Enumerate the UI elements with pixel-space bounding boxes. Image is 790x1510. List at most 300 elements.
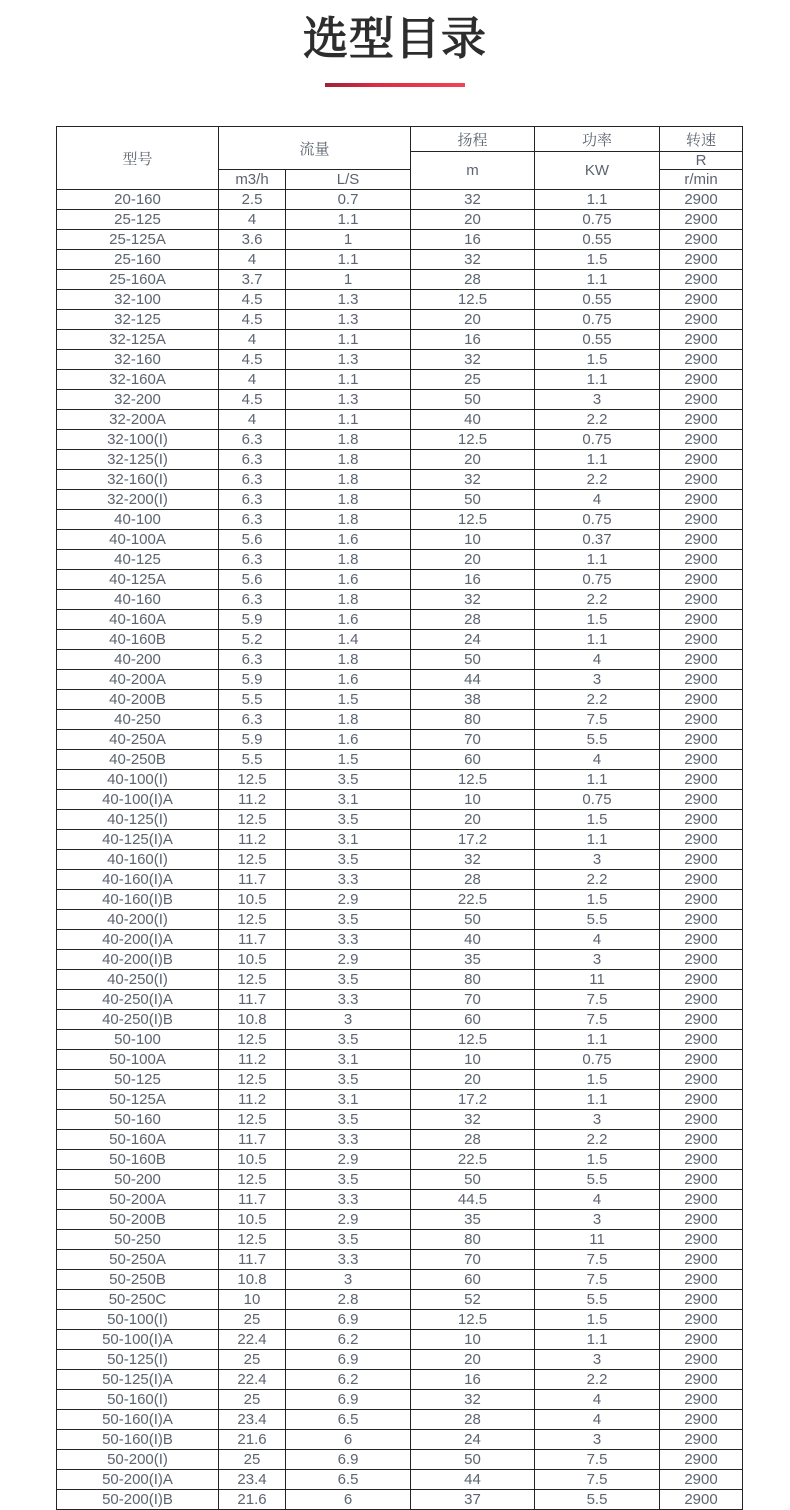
table-cell: 12.5 (411, 510, 535, 530)
table-row (57, 1490, 743, 1510)
table-cell: 11.2 (219, 790, 286, 810)
table-cell: 32 (411, 590, 535, 610)
table-cell: 40 (411, 930, 535, 950)
table-cell: 6.3 (219, 590, 286, 610)
table-cell: 10 (411, 790, 535, 810)
table-cell: 1.8 (286, 650, 411, 670)
table-cell: 7.5 (535, 1010, 660, 1030)
table-cell: 40-200A (57, 670, 219, 690)
table-cell: 2900 (660, 1470, 743, 1490)
table-cell: 1.5 (286, 690, 411, 710)
table-cell: 7.5 (535, 710, 660, 730)
table-cell: 10.5 (219, 890, 286, 910)
table-cell: 2.2 (535, 1370, 660, 1390)
table-cell: 40-160(I)A (57, 870, 219, 890)
table-cell: 0.37 (535, 530, 660, 550)
table-cell: 32 (411, 850, 535, 870)
table-cell: 11.7 (219, 1250, 286, 1270)
table-row (57, 1010, 743, 1030)
table-row (57, 1350, 743, 1370)
table-cell: 4.5 (219, 310, 286, 330)
table-cell: 5.5 (535, 1290, 660, 1310)
table-cell: 40-160 (57, 590, 219, 610)
table-cell: 1.3 (286, 290, 411, 310)
table-cell: 1 (286, 230, 411, 250)
table-cell: 1.5 (535, 1070, 660, 1090)
table-cell: 2.8 (286, 1290, 411, 1310)
table-cell: 3 (535, 1350, 660, 1370)
table-cell: 3.1 (286, 1090, 411, 1110)
table-cell: 2900 (660, 290, 743, 310)
table-cell: 6 (286, 1490, 411, 1510)
table-cell: 25 (219, 1310, 286, 1330)
table-cell: 2.2 (535, 410, 660, 430)
table-cell: 2900 (660, 390, 743, 410)
table-cell: 1.1 (535, 770, 660, 790)
table-row (57, 1050, 743, 1070)
table-cell: 2900 (660, 750, 743, 770)
table-cell: 12.5 (219, 1230, 286, 1250)
table-cell: 6.5 (286, 1410, 411, 1430)
table-cell: 38 (411, 690, 535, 710)
table-cell: 40-100A (57, 530, 219, 550)
table-row (57, 1210, 743, 1230)
table-cell: 3.5 (286, 1170, 411, 1190)
table-cell: 6.2 (286, 1370, 411, 1390)
table-cell: 6.2 (286, 1330, 411, 1350)
table-cell: 20 (411, 810, 535, 830)
table-cell: 4 (219, 370, 286, 390)
table-cell: 2900 (660, 550, 743, 570)
table-row (57, 1230, 743, 1250)
table-row (57, 530, 743, 550)
table-cell: 3.7 (219, 270, 286, 290)
table-cell: 3.5 (286, 810, 411, 830)
table-cell: 25-160 (57, 250, 219, 270)
table-row (57, 490, 743, 510)
col-header-head-unit: m (411, 152, 535, 190)
table-cell: 3.3 (286, 990, 411, 1010)
table-cell: 2900 (660, 190, 743, 210)
table-cell: 11.2 (219, 1050, 286, 1070)
table-row (57, 910, 743, 930)
table-row (57, 610, 743, 630)
table-cell: 0.75 (535, 430, 660, 450)
table-cell: 11 (535, 970, 660, 990)
table-row (57, 650, 743, 670)
table-cell: 6.3 (219, 450, 286, 470)
table-cell: 6.3 (219, 510, 286, 530)
table-cell: 16 (411, 570, 535, 590)
table-cell: 1 (286, 270, 411, 290)
table-cell: 2900 (660, 1150, 743, 1170)
table-cell: 1.1 (535, 270, 660, 290)
table-cell: 3.3 (286, 930, 411, 950)
col-header-power-unit: KW (535, 152, 660, 190)
table-row (57, 190, 743, 210)
table-cell: 5.9 (219, 730, 286, 750)
table-cell: 3 (535, 390, 660, 410)
table-cell: 1.5 (286, 750, 411, 770)
table-cell: 1.5 (535, 890, 660, 910)
table-cell: 50 (411, 1450, 535, 1470)
table-cell: 2900 (660, 650, 743, 670)
table-cell: 4.5 (219, 350, 286, 370)
table-cell: 40-200(I) (57, 910, 219, 930)
table-cell: 2900 (660, 350, 743, 370)
table-cell: 12.5 (411, 1310, 535, 1330)
table-cell: 52 (411, 1290, 535, 1310)
table-cell: 6.5 (286, 1470, 411, 1490)
table-row (57, 1430, 743, 1450)
table-cell: 1.6 (286, 670, 411, 690)
table-cell: 2900 (660, 310, 743, 330)
table-cell: 4 (219, 330, 286, 350)
table-cell: 40-250(I)B (57, 1010, 219, 1030)
table-cell: 50-100(I)A (57, 1330, 219, 1350)
table-cell: 20-160 (57, 190, 219, 210)
table-cell: 1.1 (535, 1030, 660, 1050)
table-cell: 3.5 (286, 1070, 411, 1090)
table-cell: 2900 (660, 950, 743, 970)
table-cell: 5.5 (535, 1170, 660, 1190)
table-cell: 23.4 (219, 1470, 286, 1490)
table-row (57, 350, 743, 370)
table-cell: 10.8 (219, 1270, 286, 1290)
table-cell: 5.6 (219, 570, 286, 590)
table-row (57, 1030, 743, 1050)
table-cell: 1.8 (286, 590, 411, 610)
table-cell: 60 (411, 1270, 535, 1290)
table-cell: 3.3 (286, 1190, 411, 1210)
table-cell: 12.5 (219, 770, 286, 790)
table-cell: 2900 (660, 1210, 743, 1230)
table-cell: 1.1 (535, 550, 660, 570)
table-cell: 2900 (660, 1090, 743, 1110)
table-cell: 40-200(I)A (57, 930, 219, 950)
table-cell: 40-125(I)A (57, 830, 219, 850)
table-cell: 20 (411, 450, 535, 470)
table-row (57, 890, 743, 910)
table-cell: 7.5 (535, 1270, 660, 1290)
col-header-flow-m3h: m3/h (219, 170, 286, 190)
table-cell: 12.5 (411, 1030, 535, 1050)
col-header-flow: 流量 (219, 127, 411, 170)
table-cell: 25-125A (57, 230, 219, 250)
table-cell: 11.7 (219, 870, 286, 890)
table-cell: 0.55 (535, 290, 660, 310)
table-row (57, 710, 743, 730)
table-row (57, 270, 743, 290)
table-cell: 3 (535, 1210, 660, 1230)
table-cell: 5.9 (219, 670, 286, 690)
table-cell: 12.5 (219, 970, 286, 990)
table-row (57, 410, 743, 430)
table-cell: 2.2 (535, 590, 660, 610)
table-row (57, 430, 743, 450)
table-cell: 1.3 (286, 350, 411, 370)
table-row (57, 1130, 743, 1150)
table-cell: 1.6 (286, 570, 411, 590)
table-cell: 1.1 (286, 250, 411, 270)
table-cell: 70 (411, 730, 535, 750)
table-cell: 32-125A (57, 330, 219, 350)
table-row (57, 1070, 743, 1090)
table-cell: 1.8 (286, 510, 411, 530)
table-cell: 6.9 (286, 1350, 411, 1370)
table-cell: 12.5 (219, 850, 286, 870)
table-cell: 0.7 (286, 190, 411, 210)
table-cell: 40-250B (57, 750, 219, 770)
table-cell: 11.7 (219, 990, 286, 1010)
table-cell: 16 (411, 230, 535, 250)
table-cell: 50-250 (57, 1230, 219, 1250)
table-cell: 5.6 (219, 530, 286, 550)
col-header-flow-ls: L/S (286, 170, 411, 190)
table-cell: 10.5 (219, 950, 286, 970)
table-cell: 28 (411, 610, 535, 630)
table-cell: 40-200B (57, 690, 219, 710)
table-cell: 50-125 (57, 1070, 219, 1090)
table-cell: 5.5 (535, 730, 660, 750)
table-cell: 1.1 (286, 370, 411, 390)
table-cell: 1.5 (535, 1310, 660, 1330)
table-cell: 32-100 (57, 290, 219, 310)
table-cell: 50-200(I)B (57, 1490, 219, 1510)
table-row (57, 1370, 743, 1390)
table-cell: 6.9 (286, 1390, 411, 1410)
table-cell: 50-200A (57, 1190, 219, 1210)
table-cell: 22.4 (219, 1370, 286, 1390)
selection-catalog-table (56, 126, 743, 1510)
table-cell: 3.5 (286, 910, 411, 930)
table-cell: 22.4 (219, 1330, 286, 1350)
table-cell: 11.2 (219, 1090, 286, 1110)
table-cell: 24 (411, 1430, 535, 1450)
table-row (57, 550, 743, 570)
table-cell: 3.6 (219, 230, 286, 250)
table-row (57, 790, 743, 810)
table-cell: 0.55 (535, 230, 660, 250)
table-cell: 2900 (660, 630, 743, 650)
table-cell: 2900 (660, 1410, 743, 1430)
table-cell: 32-200A (57, 410, 219, 430)
table-cell: 2900 (660, 910, 743, 930)
table-cell: 3.5 (286, 1230, 411, 1250)
table-row (57, 830, 743, 850)
table-cell: 10.5 (219, 1150, 286, 1170)
table-cell: 28 (411, 1130, 535, 1150)
table-cell: 7.5 (535, 1450, 660, 1470)
table-cell: 20 (411, 550, 535, 570)
table-row (57, 990, 743, 1010)
table-cell: 1.1 (286, 410, 411, 430)
table-cell: 1.1 (535, 1330, 660, 1350)
table-cell: 1.4 (286, 630, 411, 650)
table-row (57, 510, 743, 530)
table-cell: 7.5 (535, 1470, 660, 1490)
table-cell: 4 (535, 1410, 660, 1430)
table-cell: 32-125(I) (57, 450, 219, 470)
table-cell: 2.9 (286, 890, 411, 910)
table-cell: 2900 (660, 1270, 743, 1290)
table-cell: 50-100 (57, 1030, 219, 1050)
table-cell: 16 (411, 1370, 535, 1390)
table-cell: 3.3 (286, 1130, 411, 1150)
table-cell: 2900 (660, 230, 743, 250)
table-cell: 25 (219, 1450, 286, 1470)
table-row (57, 770, 743, 790)
table-cell: 2900 (660, 430, 743, 450)
table-cell: 2.9 (286, 950, 411, 970)
table-cell: 40-250(I)A (57, 990, 219, 1010)
table-cell: 44.5 (411, 1190, 535, 1210)
table-cell: 7.5 (535, 990, 660, 1010)
table-cell: 4.5 (219, 290, 286, 310)
table-cell: 40-100 (57, 510, 219, 530)
table-cell: 22.5 (411, 1150, 535, 1170)
col-header-head: 扬程 (411, 127, 535, 152)
table-cell: 11.7 (219, 1190, 286, 1210)
table-cell: 2.2 (535, 470, 660, 490)
table-cell: 60 (411, 750, 535, 770)
table-cell: 2900 (660, 830, 743, 850)
table-cell: 0.75 (535, 310, 660, 330)
table-row (57, 590, 743, 610)
table-row (57, 1470, 743, 1490)
table-cell: 4 (219, 410, 286, 430)
table-cell: 3.1 (286, 790, 411, 810)
title-underline (325, 83, 465, 87)
table-cell: 12.5 (219, 810, 286, 830)
table-cell: 0.55 (535, 330, 660, 350)
table-cell: 40-160(I) (57, 850, 219, 870)
table-cell: 32-160 (57, 350, 219, 370)
table-cell: 1.6 (286, 610, 411, 630)
table-cell: 2900 (660, 1490, 743, 1510)
table-cell: 3.1 (286, 1050, 411, 1070)
table-cell: 50-160 (57, 1110, 219, 1130)
table-cell: 25 (411, 370, 535, 390)
table-cell: 2900 (660, 1370, 743, 1390)
table-cell: 50-200B (57, 1210, 219, 1230)
table-row (57, 870, 743, 890)
table-cell: 25 (219, 1350, 286, 1370)
table-cell: 6.3 (219, 550, 286, 570)
table-cell: 50-125(I)A (57, 1370, 219, 1390)
table-cell: 12.5 (411, 770, 535, 790)
table-cell: 6.9 (286, 1310, 411, 1330)
table-cell: 50 (411, 490, 535, 510)
table-cell: 2900 (660, 990, 743, 1010)
table-cell: 1.1 (286, 210, 411, 230)
table-cell: 3.3 (286, 1250, 411, 1270)
table-cell: 4 (535, 1190, 660, 1210)
table-cell: 4 (535, 490, 660, 510)
table-cell: 20 (411, 310, 535, 330)
table-cell: 6.3 (219, 710, 286, 730)
table-cell: 2900 (660, 790, 743, 810)
table-cell: 0.75 (535, 790, 660, 810)
table-cell: 2900 (660, 1390, 743, 1410)
table-cell: 21.6 (219, 1430, 286, 1450)
table-cell: 40-250A (57, 730, 219, 750)
table-cell: 2.9 (286, 1150, 411, 1170)
col-header-power: 功率 (535, 127, 660, 152)
table-cell: 40 (411, 410, 535, 430)
table-cell: 50 (411, 650, 535, 670)
table-cell: 2900 (660, 410, 743, 430)
table-cell: 3 (535, 950, 660, 970)
table-cell: 40-125(I) (57, 810, 219, 830)
table-cell: 1.8 (286, 710, 411, 730)
table-cell: 32-160(I) (57, 470, 219, 490)
table-cell: 2900 (660, 690, 743, 710)
table-cell: 2900 (660, 1450, 743, 1470)
table-cell: 1.5 (535, 1150, 660, 1170)
table-cell: 1.8 (286, 430, 411, 450)
table-cell: 40-200(I)B (57, 950, 219, 970)
table-cell: 40-160(I)B (57, 890, 219, 910)
table-cell: 40-200 (57, 650, 219, 670)
table-cell: 3 (286, 1270, 411, 1290)
table-cell: 20 (411, 1350, 535, 1370)
table-cell: 32 (411, 250, 535, 270)
table-cell: 0.75 (535, 510, 660, 530)
table-cell: 2900 (660, 1130, 743, 1150)
table-cell: 60 (411, 1010, 535, 1030)
table-cell: 2900 (660, 1250, 743, 1270)
table-cell: 22.5 (411, 890, 535, 910)
table-cell: 3.5 (286, 1110, 411, 1130)
table-cell: 2900 (660, 490, 743, 510)
table-row (57, 1150, 743, 1170)
table-cell: 2.2 (535, 690, 660, 710)
table-cell: 2900 (660, 1170, 743, 1190)
table-row (57, 450, 743, 470)
table-cell: 32-200(I) (57, 490, 219, 510)
table-cell: 2900 (660, 1030, 743, 1050)
table-cell: 40-100(I) (57, 770, 219, 790)
table-cell: 50-100(I) (57, 1310, 219, 1330)
table-cell: 2900 (660, 1350, 743, 1370)
table-cell: 37 (411, 1490, 535, 1510)
table-row (57, 1330, 743, 1350)
table-cell: 2900 (660, 1050, 743, 1070)
col-header-model: 型号 (57, 127, 219, 190)
table-cell: 3 (535, 670, 660, 690)
table-cell: 1.6 (286, 530, 411, 550)
table-row (57, 730, 743, 750)
table-cell: 2900 (660, 250, 743, 270)
table-cell: 50-100A (57, 1050, 219, 1070)
table-cell: 10 (411, 530, 535, 550)
table-cell: 17.2 (411, 830, 535, 850)
table-cell: 1.8 (286, 470, 411, 490)
table-row (57, 1290, 743, 1310)
table-cell: 5.5 (535, 910, 660, 930)
table-row (57, 1270, 743, 1290)
table-cell: 32 (411, 350, 535, 370)
table-cell: 12.5 (411, 290, 535, 310)
table-row (57, 1110, 743, 1130)
table-cell: 5.9 (219, 610, 286, 630)
table-cell: 80 (411, 970, 535, 990)
table-cell: 16 (411, 330, 535, 350)
table-cell: 2900 (660, 270, 743, 290)
table-cell: 0.75 (535, 1050, 660, 1070)
table-row (57, 1170, 743, 1190)
